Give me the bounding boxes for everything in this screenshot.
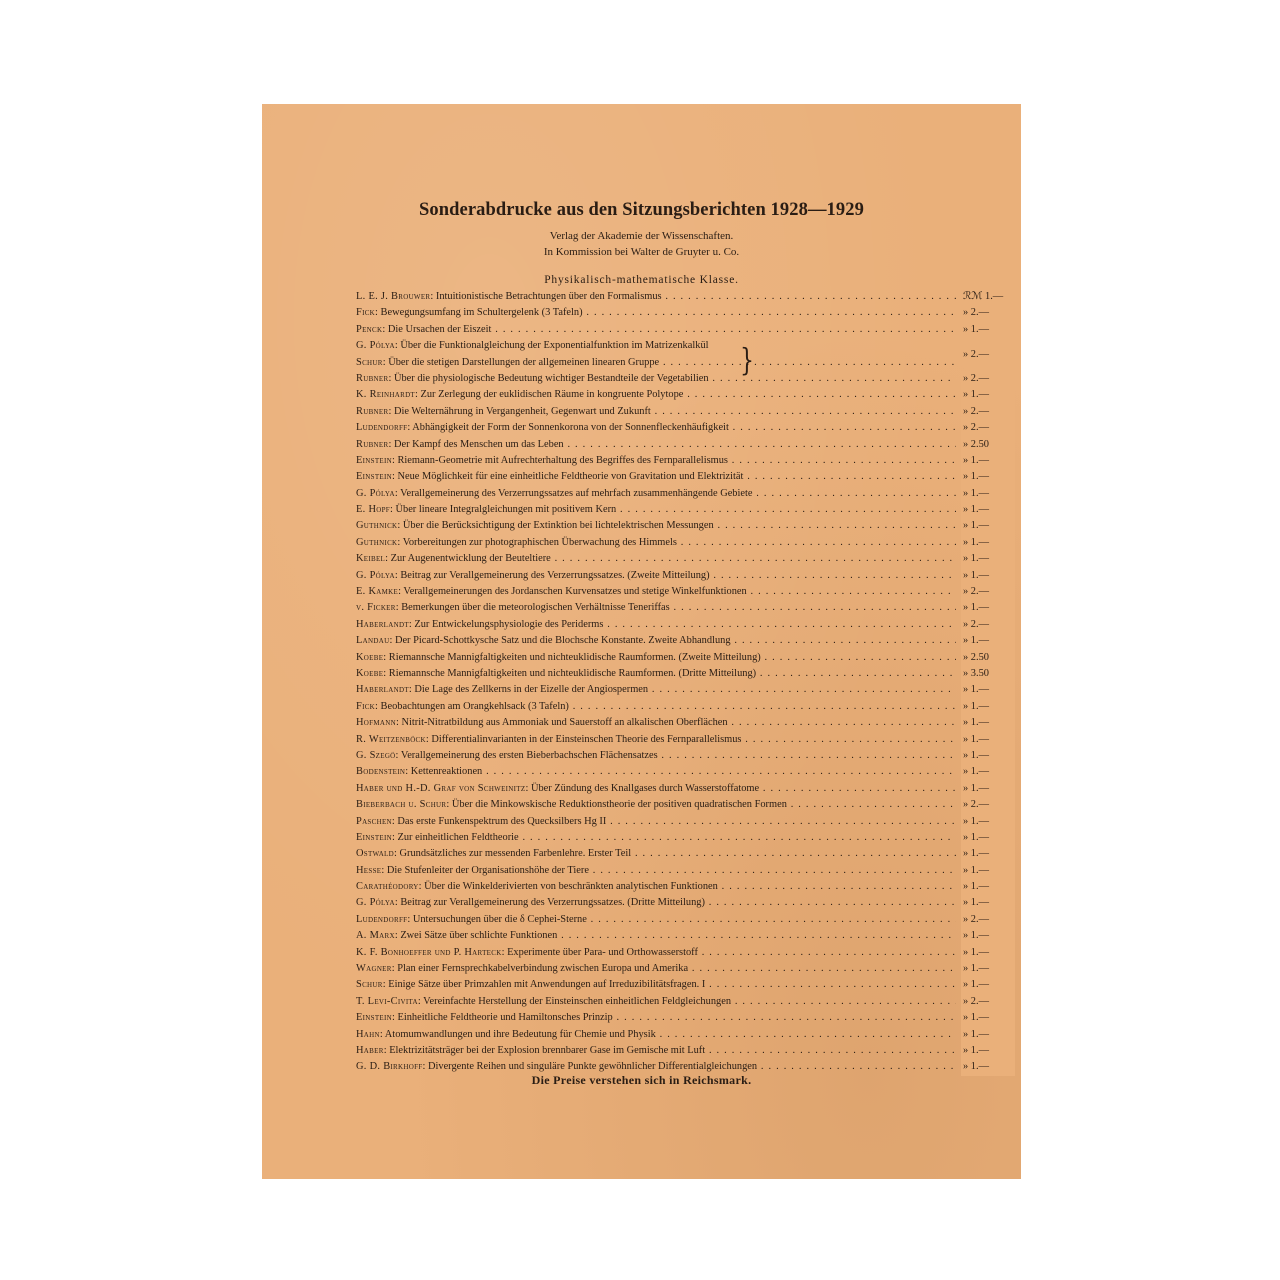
entry-title: Experimente über Para- und Orthowasserstoff	[507, 946, 698, 958]
entry-author: T. Levi-Civita	[356, 995, 418, 1007]
entry-text: Rubner: Die Welternährung in Vergangenheit, Gegenwart und Zukunft . . .	[356, 404, 956, 420]
entry-author: G. D. Birkhoff	[356, 1061, 423, 1073]
entry-price: » 1.—	[961, 1027, 1015, 1043]
entry-price: » 2.—	[961, 797, 1015, 813]
entry-price: » 1.—	[961, 387, 1015, 403]
entry-text: Hofmann: Nitrit-Nitratbildung aus Ammoniak und Sauerstoff an alkalischen Oberflächen . . .	[356, 715, 956, 731]
entry-title: Bemerkungen über die meteorologischen Verhältnisse Teneriffas	[401, 602, 670, 614]
entry-title: Die Ursachen der Eiszeit	[387, 323, 492, 335]
entry-price: » 2.—	[961, 617, 1015, 633]
entry-author: Hesse	[356, 864, 382, 876]
entry-text: E. Kamke: Verallgemeinerungen des Jordanschen Kurvensatzes und stetige Winkelfunktionen . . .	[356, 584, 956, 600]
entry-text: Keibel: Zur Augenentwicklung der Beuteltiere . . .	[356, 551, 956, 567]
entry-author: Rubner	[356, 438, 389, 450]
list-item	[356, 814, 989, 830]
brace-symbol: }	[740, 343, 754, 379]
entry-text: L. E. J. Brouwer: Intuitionistische Betrachtungen über den Formalismus . . .	[356, 289, 956, 305]
entry-author: Rubner	[356, 405, 389, 417]
entry-price: » 1.—	[961, 699, 1015, 715]
entry-text: Haber und H.-D. Graf von Schweinitz: Über Zündung des Knallgases durch Wasserstoffatome . . .	[356, 781, 956, 797]
entry-author: Hahn	[356, 1028, 380, 1040]
entry-author: A. Marx	[356, 930, 395, 942]
entry-price: » 1.—	[961, 568, 1015, 584]
entry-text: Bodenstein: Kettenreaktionen . . .	[356, 764, 956, 780]
entry-text: Einstein: Zur einheitlichen Feldtheorie . . .	[356, 830, 956, 846]
list-item	[356, 977, 989, 993]
entry-title: Beitrag zur Verallgemeinerung des Verzerrungssatzes. (Zweite Mitteilung)	[400, 569, 710, 581]
list-item	[356, 617, 989, 633]
entry-title: Zwei Sätze über schlichte Funktionen	[400, 930, 558, 942]
entry-title: Beitrag zur Verallgemeinerung des Verzerrungssatzes. (Dritte Mitteilung)	[400, 897, 705, 909]
entry-title: Die Lage des Zellkerns in der Eizelle der Angiospermen	[414, 684, 649, 696]
entry-price: » 1.—	[961, 322, 1015, 338]
entry-author: Einstein	[356, 454, 392, 466]
entry-author: Ostwald	[356, 848, 394, 860]
entry-title: Über lineare Integralgleichungen mit positivem Kern	[395, 504, 617, 516]
list-item	[356, 764, 989, 780]
entry-price: » 1.—	[961, 977, 1015, 993]
entry-title: Intuitionistische Betrachtungen über den Formalismus	[435, 291, 662, 302]
list-item	[356, 650, 989, 666]
list-item	[356, 486, 989, 502]
entry-price: » 1.—	[961, 453, 1015, 469]
entry-author: Keibel	[356, 553, 386, 565]
entry-title: Über die Berücksichtigung der Extinktion bei lichtelektrischen Messungen	[402, 520, 714, 532]
entry-title: Verallgemeinerungen des Jordanschen Kurvensatzes und stetige Winkelfunktionen	[403, 586, 747, 598]
entry-title: Zur einheitlichen Feldtheorie	[397, 831, 519, 843]
entry-price: » 2.—	[961, 347, 1015, 363]
page-title: Sonderabdrucke aus den Sitzungsberichten 1928—1929	[419, 200, 864, 220]
entry-text: Paschen: Das erste Funkenspektrum des Quecksilbers Hg II . . .	[356, 814, 956, 830]
entry-title: Über die Funktionalgleichung der Exponentialfunktion im Matrizenkalkül	[400, 340, 709, 352]
list-item	[356, 633, 989, 649]
list-item	[356, 437, 989, 453]
entry-title: Der Picard-Schottkysche Satz und die Blochsche Konstante. Zweite Abhandlung	[394, 635, 731, 647]
entry-title: Nitrit-Nitratbildung aus Ammoniak und Sauerstoff an alkalischen Oberflächen	[401, 717, 728, 729]
entry-title: Das erste Funkenspektrum des Quecksilbers Hg II	[397, 815, 607, 827]
entry-text: Fick: Bewegungsumfang im Schultergelenk (3 Tafeln) . . .	[356, 305, 956, 321]
entry-title: Einige Sätze über Primzahlen mit Anwendungen auf Irreduzibilitätsfragen. I	[388, 979, 706, 991]
entry-text: Koebe: Riemannsche Mannigfaltigkeiten und nichteuklidische Raumformen. (Zweite Mitteilung) . . .	[356, 650, 956, 666]
entry-title: Untersuchungen über die δ Cephei-Sterne	[412, 913, 587, 925]
entry-price: » 1.—	[961, 879, 1015, 895]
entry-text: G. Pólya: Verallgemeinerung des Verzerrungssatzes auf mehrfach zusammenhängende Gebiete . . .	[356, 486, 956, 502]
list-item	[356, 879, 989, 895]
commission-line: In Kommission bei Walter de Gruyter u. Co.	[543, 246, 740, 258]
entry-price: » 1.—	[961, 1059, 1015, 1075]
list-item	[356, 912, 989, 928]
list-item	[356, 863, 989, 879]
entry-title: Über die Winkelderivierten von beschränkten analytischen Funktionen	[424, 881, 718, 893]
entry-author: Wagner	[356, 963, 392, 975]
entry-title: Plan einer Fernsprechkabelverbindung zwischen Europa und Amerika	[397, 963, 689, 975]
entry-author: Fick	[356, 700, 376, 712]
entry-text: Penck: Die Ursachen der Eiszeit . . .	[356, 322, 956, 338]
entry-title: Zur Zerlegung der euklidischen Räume in kongruente Polytope	[420, 389, 684, 401]
entry-text: Bieberbach u. Schur: Über die Minkowskische Reduktionstheorie der positiven quadratischen Formen . . .	[356, 797, 956, 813]
entry-author: Hofmann	[356, 717, 396, 729]
entry-price: » 1.—	[961, 764, 1015, 780]
entry-text: Schur: Über die stetigen Darstellungen der allgemeinen linearen Gruppe . . .	[356, 355, 956, 371]
entry-title: Grundsätzliches zur messenden Farbenlehre. Erster Teil	[399, 848, 632, 860]
entry-author: G. Szegö	[356, 749, 396, 761]
list-item	[356, 1043, 989, 1059]
list-item	[356, 551, 989, 567]
entry-title: Verallgemeinerung des Verzerrungssatzes auf mehrfach zusammenhängende Gebiete	[400, 487, 753, 499]
list-item	[356, 732, 989, 748]
entry-price: » 2.—	[961, 994, 1015, 1010]
entry-title: Differentialinvarianten in der Einsteinschen Theorie des Fernparallelismus	[431, 733, 742, 745]
entry-title: Die Welternährung in Vergangenheit, Gegenwart und Zukunft	[393, 405, 651, 417]
entry-text: Guthnick: Über die Berücksichtigung der Extinktion bei lichtelektrischen Messungen . . .	[356, 518, 956, 534]
entry-text: K. F. Bonhoeffer und P. Harteck: Experimente über Para- und Orthowasserstoff . . .	[356, 945, 956, 961]
entry-title: Riemannsche Mannigfaltigkeiten und nichteuklidische Raumformen. (Dritte Mitteilung)	[388, 667, 757, 679]
entry-author: E. Kamke	[356, 586, 399, 598]
entry-text: G. Szegö: Verallgemeinerung des ersten Bieberbachschen Flächensatzes . . .	[356, 748, 956, 764]
section-heading: Physikalisch-mathematische Klasse.	[544, 274, 739, 286]
entry-author: Schur	[356, 979, 383, 991]
entry-author: Koebe	[356, 667, 384, 679]
list-item	[356, 535, 989, 551]
entry-price: » 1.—	[961, 863, 1015, 879]
list-item	[356, 348, 989, 371]
entry-author: Einstein	[356, 1012, 392, 1024]
entry-text: Koebe: Riemannsche Mannigfaltigkeiten und nichteuklidische Raumformen. (Dritte Mitteilung) . . .	[356, 666, 956, 682]
entry-text: Fick: Beobachtungen am Orangkehlsack (3 Tafeln) . . .	[356, 699, 956, 715]
entry-text: E. Hopf: Über lineare Integralgleichungen mit positivem Kern . . .	[356, 502, 956, 518]
list-item	[356, 371, 989, 387]
entry-title: Vereinfachte Herstellung der Einsteinschen einheitlichen Feldgleichungen	[423, 995, 732, 1007]
entry-text: Haber: Elektrizitätsträger bei der Explosion brennbarer Gase im Gemische mit Luft . . .	[356, 1043, 956, 1059]
entry-author: Bodenstein	[356, 766, 406, 778]
entry-text: G. Pólya: Über die Funktionalgleichung der Exponentialfunktion im Matrizenkalkül	[356, 340, 709, 352]
entry-title: Über die Minkowskische Reduktionstheorie der positiven quadratischen Formen	[451, 799, 787, 811]
entry-title: Verallgemeinerung des ersten Bieberbachschen Flächensatzes	[400, 749, 658, 761]
entry-price: » 1.—	[961, 781, 1015, 797]
entry-text: Schur: Einige Sätze über Primzahlen mit Anwendungen auf Irreduzibilitätsfragen. I . . .	[356, 977, 956, 993]
entry-text: T. Levi-Civita: Vereinfachte Herstellung der Einsteinschen einheitlichen Feldgleichungen . . .	[356, 994, 956, 1010]
entry-author: v. Ficker	[356, 602, 396, 614]
entry-price: » 1.—	[961, 814, 1015, 830]
list-item	[356, 469, 989, 485]
entry-price: » 2.—	[961, 371, 1015, 387]
entry-title: Vorbereitungen zur photographischen Überwachung des Himmels	[402, 536, 677, 548]
entry-price: » 2.—	[961, 404, 1015, 420]
list-item	[356, 568, 989, 584]
entry-price: » 1.—	[961, 600, 1015, 616]
list-item	[356, 928, 989, 944]
list-item	[356, 387, 989, 403]
list-item	[356, 666, 989, 682]
entry-author: L. E. J. Brouwer	[356, 291, 431, 302]
entry-title: Elektrizitätsträger bei der Explosion brennbarer Gase im Gemische mit Luft	[389, 1044, 706, 1056]
entry-text: Hesse: Die Stufenleiter der Organisationshöhe der Tiere . . .	[356, 863, 956, 879]
entry-price: » 1.—	[961, 961, 1015, 977]
entry-price: » 1.—	[961, 551, 1015, 567]
entry-title: Atomumwandlungen und ihre Bedeutung für Chemie und Physik	[384, 1028, 656, 1040]
list-item	[356, 1027, 989, 1043]
entry-title: Über die physiologische Bedeutung wichtiger Bestandteile der Vegetabilien	[393, 372, 709, 384]
entry-author: Fick	[356, 307, 376, 319]
list-item	[356, 584, 989, 600]
entry-price: ℛℳ 1.—	[961, 289, 1015, 305]
entry-title: Einheitliche Feldtheorie und Hamiltonsches Prinzip	[397, 1012, 613, 1024]
list-item	[356, 682, 989, 698]
entry-author: Haber und H.-D. Graf von Schweinitz	[356, 782, 526, 794]
entry-author: Rubner	[356, 372, 389, 384]
list-item	[356, 699, 989, 715]
entry-author: Einstein	[356, 471, 392, 483]
entry-text: G. Pólya: Beitrag zur Verallgemeinerung des Verzerrungssatzes. (Zweite Mitteilung) . . .	[356, 568, 956, 584]
list-item	[356, 404, 989, 420]
entry-price: » 2.50	[961, 437, 1015, 453]
entry-author: Carathéodory	[356, 881, 419, 893]
entry-text: Ludendorff: Untersuchungen über die δ Cephei-Sterne . . .	[356, 912, 956, 928]
entry-title: Die Stufenleiter der Organisationshöhe der Tiere	[386, 864, 589, 876]
list-item	[356, 420, 989, 436]
list-item	[356, 289, 1004, 305]
entry-author: G. Pólya	[356, 487, 395, 499]
entry-title: Riemannsche Mannigfaltigkeiten und nichteuklidische Raumformen. (Zweite Mitteilung)	[388, 651, 761, 663]
entry-text: Haberlandt: Zur Entwickelungsphysiologie des Periderms . . .	[356, 617, 956, 633]
entry-price: » 1.—	[961, 748, 1015, 764]
entry-text: G. D. Birkhoff: Divergente Reihen und singuläre Punkte gewöhnlicher Differentialgleichungen . . .	[356, 1059, 956, 1075]
list-item	[356, 502, 989, 518]
entry-text: Haberlandt: Die Lage des Zellkerns in der Eizelle der Angiospermen . . .	[356, 682, 956, 698]
entry-title: Neue Möglichkeit für eine einheitliche Feldtheorie von Gravitation und Elektrizität	[397, 471, 744, 483]
entry-price: » 1.—	[961, 633, 1015, 649]
list-item	[356, 453, 989, 469]
entry-text: Rubner: Über die physiologische Bedeutung wichtiger Bestandteile der Vegetabilien . . .	[356, 371, 956, 387]
list-item	[356, 945, 989, 961]
entry-title: Zur Entwickelungsphysiologie des Periderms	[414, 618, 604, 630]
entry-title: Abhängigkeit der Form der Sonnenkorona von der Sonnenfleckenhäufigkeit	[412, 422, 729, 434]
entry-title: Über Zündung des Knallgases durch Wasserstoffatome	[530, 782, 760, 794]
entry-author: Paschen	[356, 815, 392, 827]
entry-title: Bewegungsumfang im Schultergelenk (3 Tafeln)	[380, 307, 583, 319]
list-item	[356, 830, 989, 846]
entry-price: » 1.—	[961, 830, 1015, 846]
entry-text: G. Pólya: Beitrag zur Verallgemeinerung des Verzerrungssatzes. (Dritte Mitteilung) . . .	[356, 895, 956, 911]
list-item	[356, 994, 989, 1010]
entry-price: » 1.—	[961, 732, 1015, 748]
entry-author: Ludendorff	[356, 422, 408, 434]
document-page	[262, 104, 1021, 1179]
entry-title: Zur Augenentwicklung der Beuteltiere	[390, 553, 551, 565]
entry-price: » 1.—	[961, 928, 1015, 944]
entry-author: Koebe	[356, 651, 384, 663]
entry-price: » 2.—	[961, 305, 1015, 321]
entry-text: K. Reinhardt: Zur Zerlegung der euklidischen Räume in kongruente Polytope . . .	[356, 387, 956, 403]
entry-title: Der Kampf des Menschen um das Leben	[393, 438, 564, 450]
entry-price: » 1.—	[961, 1043, 1015, 1059]
entry-price: » 1.—	[961, 945, 1015, 961]
entry-text: Rubner: Der Kampf des Menschen um das Leben . . .	[356, 437, 956, 453]
entry-author: Ludendorff	[356, 913, 408, 925]
entry-author: Guthnick	[356, 520, 398, 532]
entry-author: G. Pólya	[356, 897, 395, 909]
list-item	[356, 748, 989, 764]
entry-price: » 1.—	[961, 846, 1015, 862]
entry-text: Einstein: Neue Möglichkeit für eine einheitliche Feldtheorie von Gravitation und Elektrizität . . .	[356, 469, 956, 485]
list-item	[356, 518, 989, 534]
entry-price: » 1.—	[961, 1010, 1015, 1026]
price-note: Die Preise verstehen sich in Reichsmark.	[531, 1073, 752, 1087]
entry-price: » 1.—	[961, 502, 1015, 518]
entry-author: K. F. Bonhoeffer und P. Harteck	[356, 946, 502, 958]
entry-author: Guthnick	[356, 536, 398, 548]
entry-text: Wagner: Plan einer Fernsprechkabelverbindung zwischen Europa und Amerika . . .	[356, 961, 956, 977]
list-item	[356, 797, 989, 813]
entry-author: Haber	[356, 1044, 384, 1056]
entry-price: » 1.—	[961, 469, 1015, 485]
list-item	[356, 715, 989, 731]
list-item	[356, 305, 989, 321]
entry-text: Ostwald: Grundsätzliches zur messenden Farbenlehre. Erster Teil . . .	[356, 846, 956, 862]
publication-list	[356, 289, 1004, 1076]
entry-price: » 3.50	[961, 666, 1015, 682]
entry-text: A. Marx: Zwei Sätze über schlichte Funktionen . . .	[356, 928, 956, 944]
entry-price: » 1.—	[961, 518, 1015, 534]
entry-price: » 2.50	[961, 650, 1015, 666]
entry-title: Beobachtungen am Orangkehlsack (3 Tafeln)	[380, 700, 569, 712]
entry-title: Divergente Reihen und singuläre Punkte gewöhnlicher Differentialgleichungen	[427, 1061, 758, 1073]
entry-author: Haberlandt	[356, 618, 409, 630]
list-item	[356, 1010, 989, 1026]
entry-author: E. Hopf	[356, 504, 390, 516]
entry-text: R. Weitzenböck: Differentialinvarianten in der Einsteinschen Theorie des Fernparallelismus . . .	[356, 732, 956, 748]
entry-title: Kettenreaktionen	[410, 766, 483, 778]
publisher-line: Verlag der Akademie der Wissenschaften.	[549, 230, 734, 242]
entry-price: » 2.—	[961, 420, 1015, 436]
entry-author: Penck	[356, 323, 383, 335]
entry-price: » 2.—	[961, 912, 1015, 928]
entry-text: Landau: Der Picard-Schottkysche Satz und die Blochsche Konstante. Zweite Abhandlung . . .	[356, 633, 956, 649]
entry-text: Guthnick: Vorbereitungen zur photographischen Überwachung des Himmels . . .	[356, 535, 956, 551]
entry-author: G. Pólya	[356, 569, 395, 581]
entry-author: Schur	[356, 356, 383, 368]
entry-text: Hahn: Atomumwandlungen und ihre Bedeutung für Chemie und Physik . . .	[356, 1027, 956, 1043]
list-item	[356, 846, 989, 862]
entry-text: Einstein: Einheitliche Feldtheorie und Hamiltonsches Prinzip . . .	[356, 1010, 956, 1026]
entry-author: G. Pólya	[356, 340, 395, 352]
entry-author: R. Weitzenböck	[356, 733, 426, 745]
list-item	[356, 895, 989, 911]
entry-author: Landau	[356, 635, 390, 647]
entry-text: Carathéodory: Über die Winkelderivierten von beschränkten analytischen Funktionen . . .	[356, 879, 956, 895]
entry-title: Über die stetigen Darstellungen der allgemeinen linearen Gruppe	[388, 356, 660, 368]
entry-text: Ludendorff: Abhängigkeit der Form der Sonnenkorona von der Sonnenfleckenhäufigkeit . . .	[356, 420, 956, 436]
entry-price: » 2.—	[961, 584, 1015, 600]
entry-price: » 1.—	[961, 486, 1015, 502]
entry-price: » 1.—	[961, 715, 1015, 731]
entry-author: Haberlandt	[356, 684, 409, 696]
entry-author: K. Reinhardt	[356, 389, 416, 401]
list-item	[356, 961, 989, 977]
list-item	[356, 781, 989, 797]
entry-price: » 1.—	[961, 535, 1015, 551]
entry-author: Bieberbach u. Schur	[356, 799, 447, 811]
entry-price: » 1.—	[961, 682, 1015, 698]
entry-price: » 1.—	[961, 895, 1015, 911]
list-item	[356, 322, 989, 338]
entry-text: v. Ficker: Bemerkungen über die meteorologischen Verhältnisse Teneriffas . . .	[356, 600, 956, 616]
entry-text: Einstein: Riemann-Geometrie mit Aufrechterhaltung des Begriffes des Fernparallelismus . . .	[356, 453, 956, 469]
entry-title: Riemann-Geometrie mit Aufrechterhaltung des Begriffes des Fernparallelismus	[397, 454, 728, 466]
list-item	[356, 338, 956, 354]
entry-author: Einstein	[356, 831, 392, 843]
list-item	[356, 600, 989, 616]
